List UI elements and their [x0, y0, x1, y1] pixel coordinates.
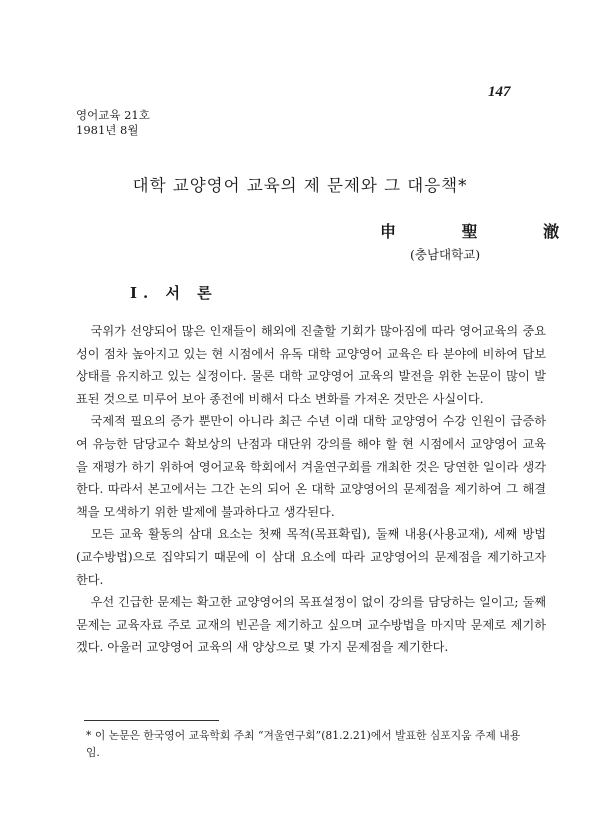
- paragraph: 모든 교육 활동의 삼대 요소는 첫째 목적(목표확립), 둘째 내용(사용교재), 세째 방법(교수방법)으로 집약되기 때문에 이 삼대 요소에 따라 교양영어의 문제점을 제기하고자 한다.: [76, 527, 546, 587]
- author-affiliation: (충남대학교): [410, 247, 481, 262]
- paragraph: 우선 긴급한 문제는 확고한 교양영어의 목표설정이 없이 강의를 담당하는 일이고; 둘째 문제는 교육자료 주로 교재의 빈곤을 제기하고 싶으며 교수방법을 마지막 문제로 제기하겠다. 아울러 교양영어 교육의 새 양상으로 몇 가지 문제점을 제기한다.: [76, 595, 546, 655]
- body-text: [76, 320, 546, 659]
- journal-info: [76, 108, 150, 138]
- page-number: 147: [488, 84, 511, 100]
- paragraph: 국제적 필요의 증가 뿐만이 아니라 최근 수년 이래 대학 교양영어 수강 인원이 급증하여 유능한 담당교수 확보상의 난점과 대단위 강의를 해야 할 현 시점에서 교양영어 교육을 재평가 하기 위하여 영어교육 학회에서 겨울연구회를 개최한 것은 당연한 일이라 생각한다. 따라서 본고에서는 그간 논의 되어 온 대학 교양영어의 문제점을 제기하여 그 해결책을 모색하기 위한 발제에 불과하다고 생각된다.: [76, 414, 546, 519]
- author-name: 申 聖 澈: [380, 222, 590, 241]
- section-heading: I. 서 론: [130, 284, 218, 302]
- journal-volume: 영어교육 21호: [76, 108, 150, 122]
- paragraph: 국위가 선양되어 많은 인재들이 해외에 진출할 기회가 많아짐에 따라 영어교육의 중요성이 점차 높아지고 있는 현 시점에서 유독 대학 교양영어 교육은 타 분야에 비하여 답보 상태를 유지하고 있는 실정이다. 물론 대학 교양영어 교육의 발전을 위한 논문이 많이 발표된 것으로 미루어 보아 종전에 비해서 다소 변화를 가져온 것만은 사실이다.: [76, 324, 546, 406]
- journal-date: 1981년 8월: [76, 123, 139, 137]
- paper-title: 대학 교양영어 교육의 제 문제와 그 대응책*: [132, 176, 468, 195]
- footnote-divider: [84, 720, 219, 721]
- footnote: * 이 논문은 한국영어 교육학회 주최 “겨울연구회”(81.2.21)에서 발표한 심포지움 주제 내용임.: [86, 729, 521, 759]
